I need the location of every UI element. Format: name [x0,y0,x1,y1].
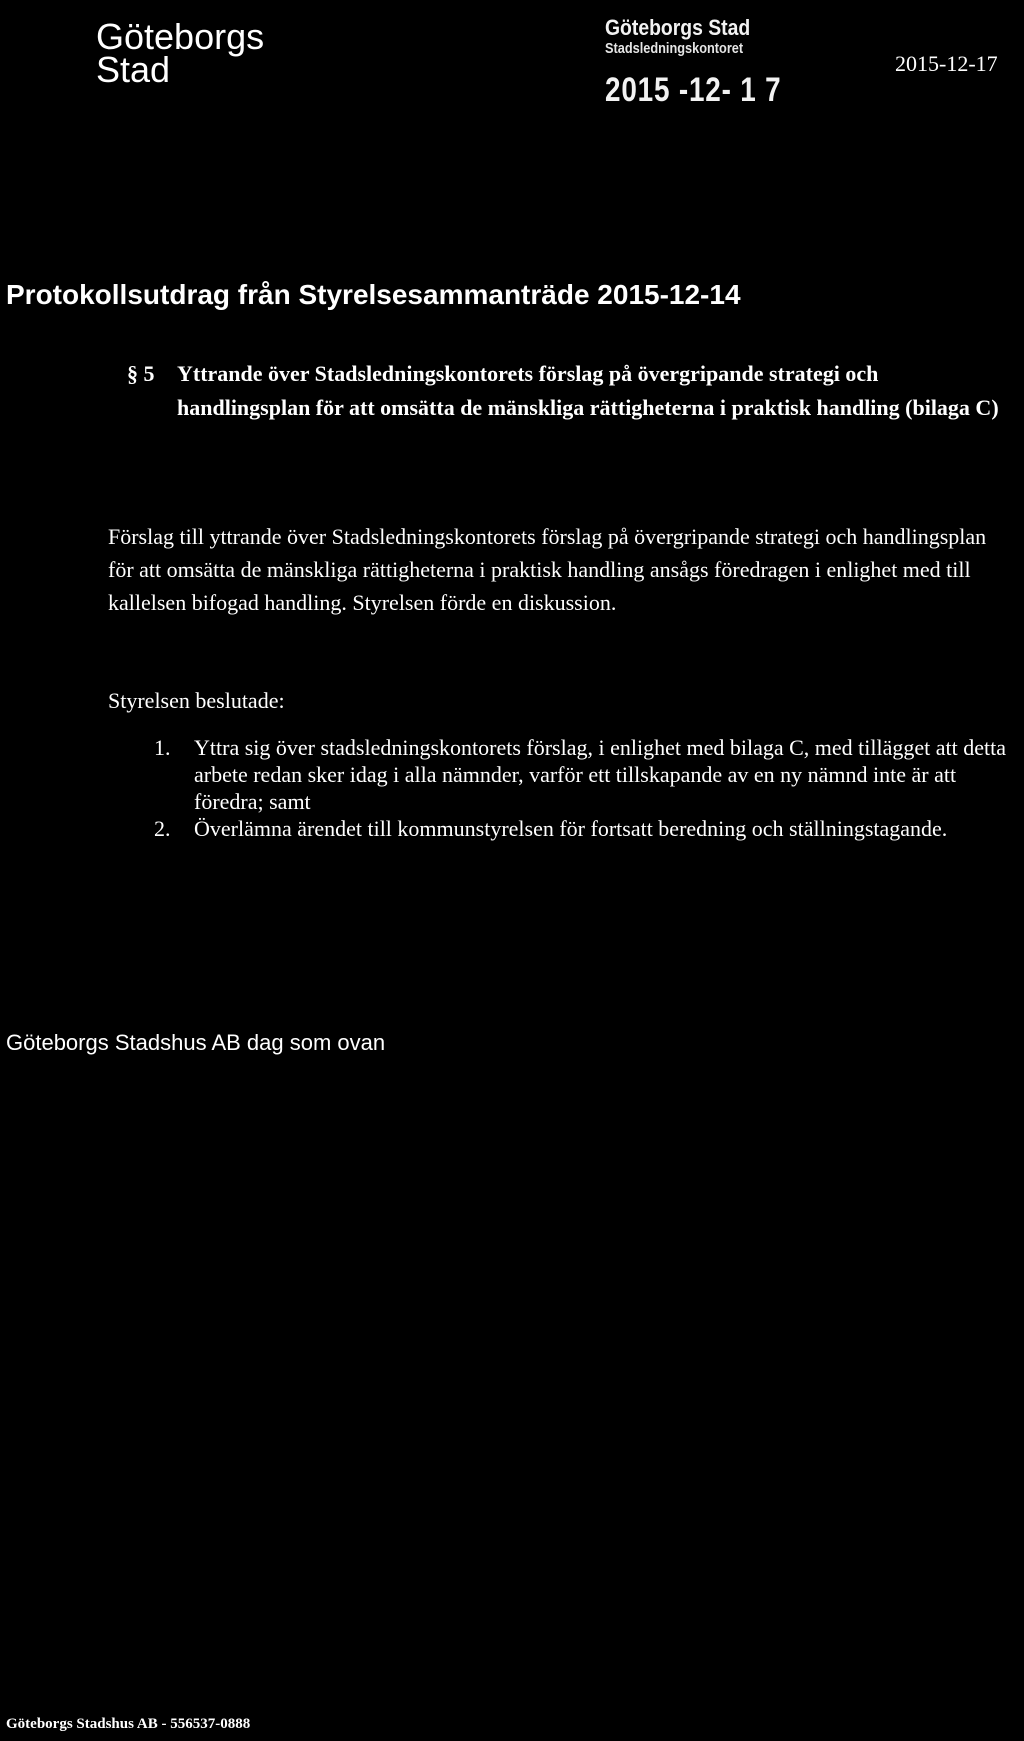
received-stamp [605,16,820,107]
section-header [127,357,1017,425]
section-title: Yttrande över Stadsledningskontorets förslag på övergripande strategi och handlingsplan för att omsätta de mänskliga rättigheterna i praktisk handling (bilaga C) [177,361,999,420]
body-paragraph: Förslag till yttrande över Stadsledningskontorets förslag på övergripande strategi och handlingsplan för att omsätta de mänskliga rättigheterna i praktisk handling ansågs föredragen i enlighet med till kallelsen bifogad handling. Styrelsen förde en diskussion. [108,524,987,615]
stamp-department: Stadsledningskontoret [605,40,744,57]
list-item-number: 2. [154,816,171,841]
list-item-text: Överlämna ärendet till kommunstyrelsen för fortsatt beredning och ställningstagande. [194,816,948,841]
city-logo [96,16,265,90]
document-date: 2015-12-17 [895,51,998,76]
page-footer: Göteborgs Stadshus AB - 556537-0888 [6,1716,251,1732]
list-item [146,815,1021,842]
page-title: Protokollsutdrag från Styrelsesammanträde 2015-12-14 [6,279,741,310]
decision-list [146,734,1021,842]
decision-intro: Styrelsen beslutade: [108,688,285,713]
list-item-number: 1. [154,735,171,760]
stamp-date: 2015 -12- 1 7 [605,71,782,109]
section-symbol: § 5 [127,361,155,386]
signature-line: Göteborgs Stadshus AB dag som ovan [6,1030,386,1055]
list-item [146,734,1021,815]
stamp-organization: Göteborgs Stad [605,15,751,40]
logo-line-2: Stad [96,49,171,90]
list-item-text: Yttra sig över stadsledningskontorets förslag, i enlighet med bilaga C, med tillägget att detta arbete redan sker idag i alla nämnder, varför ett tillskapande av en ny nämnd inte är att föredra; samt [194,735,1006,814]
logo-line-1: Göteborgs [96,16,265,57]
